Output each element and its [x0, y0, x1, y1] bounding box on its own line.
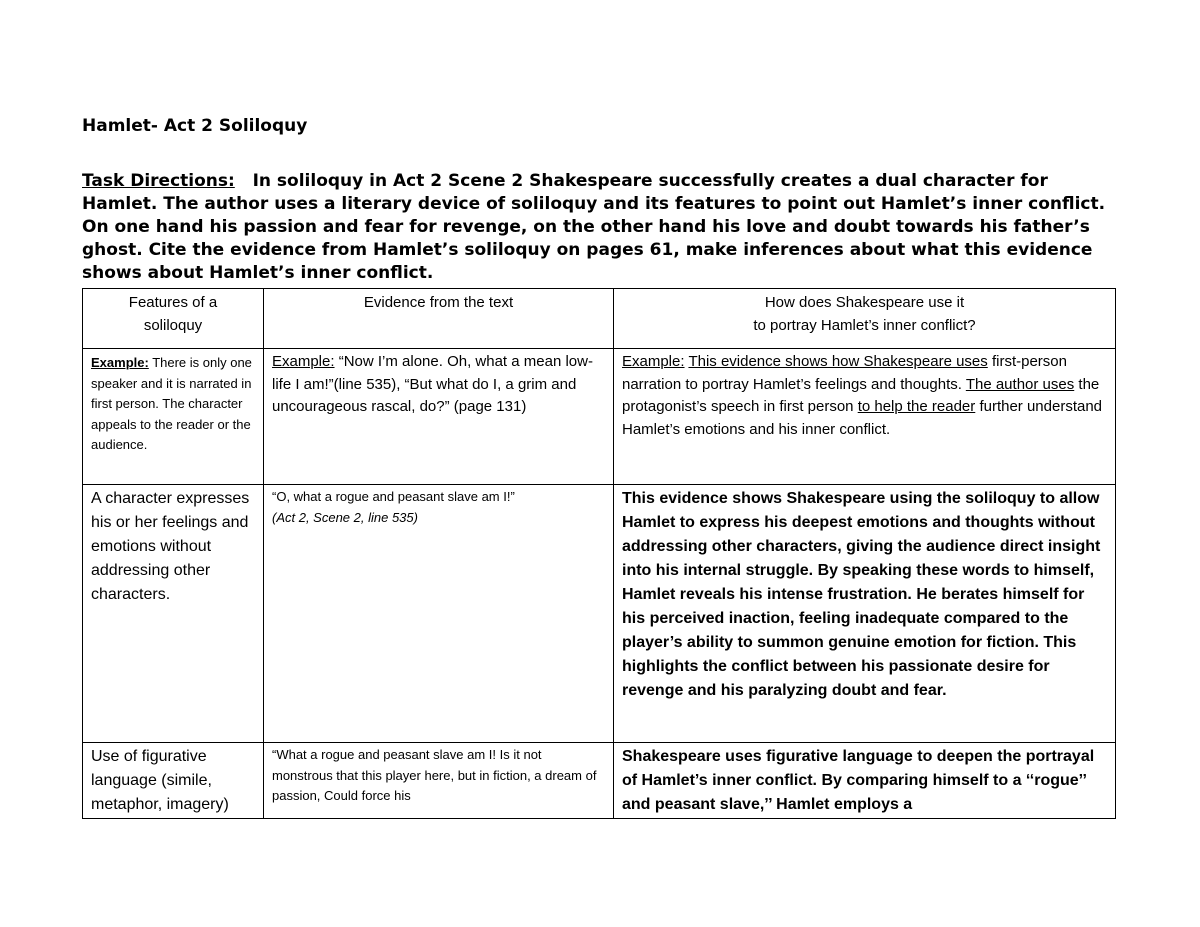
table-row-example [83, 349, 1116, 485]
evidence-cell [264, 485, 614, 743]
example-feature-label: Example: [91, 355, 149, 370]
analysis-cell [614, 485, 1116, 743]
example-analysis-underline-1: This evidence shows how Shakespeare uses [688, 353, 988, 370]
evidence-cell [264, 743, 614, 819]
evidence-quote: “What a rogue and peasant slave am I! Is it not monstrous that this player here, but in fiction, a dream of passion, Could force his [272, 747, 597, 803]
example-feature-text: There is only one speaker and it is narrated in first person. The character appeals to the reader or the audience. [91, 355, 252, 452]
example-evidence-text: “Now I’m alone. Oh, what a mean low-life I am!”(line 535), “But what do I, a grim and uncourageous rascal, do?” (page 131) [272, 353, 593, 415]
table-row [83, 743, 1116, 819]
example-analysis-underline-2: The author uses [965, 375, 1075, 393]
example-analysis-label: Example: [622, 353, 685, 370]
evidence-quote: “O, what a rogue and peasant slave am I!” [272, 489, 515, 504]
example-analysis-underline-3: to help the reader [857, 398, 976, 415]
header-evidence: Evidence from the text [264, 289, 614, 349]
task-directions-text: In soliloquy in Act 2 Scene 2 Shakespeare successfully creates a dual character for Hamlet. The author uses a literary device of soliloquy and its features to point out Hamlet’s inner conflict. On one hand his passion and fear for revenge, on the other hand his love and doubt towards his father’s ghost. Cite the evidence from Hamlet’s soliloquy on pages 61, make inferences about what this evidence shows about Hamlet’s inner conflict. [82, 171, 1106, 283]
header-features: Features of a soliloquy [83, 289, 264, 349]
task-directions [82, 170, 1122, 285]
example-evidence-label: Example: [272, 353, 335, 370]
feature-cell [83, 485, 264, 743]
header-analysis-line1: How does Shakespeare use it [764, 294, 965, 311]
analysis-cell [614, 743, 1116, 819]
analysis-text: Shakespeare uses figurative language to deepen the portrayal of Hamlet’s inner conflict. By comparing himself to a ‘‘rogue’’ and peasant slave,’’ Hamlet employs a [622, 748, 1095, 813]
header-analysis-line2: to portray Hamlet’s inner conflict? [753, 317, 976, 334]
example-analysis-cell: Example: This evidence shows how Shakespeare uses first-person narration to portray Hamlet’s feelings and thoughts. The author uses the protagonist’s speech in first person to help the reader further understand Hamlet’s emotions and his inner conflict. [614, 349, 1116, 485]
header-analysis [614, 289, 1116, 349]
document-title: Hamlet- Act 2 Soliloquy [82, 116, 308, 136]
example-feature-cell [83, 349, 264, 485]
example-evidence-cell [264, 349, 614, 485]
feature-cell [83, 743, 264, 819]
feature-text: A character expresses his or her feelings and emotions without addressing other characters. [91, 490, 250, 603]
analysis-text: This evidence shows Shakespeare using the soliloquy to allow Hamlet to express his deepest emotions and thoughts without addressing other characters, giving the audience direct insight into his internal struggle. By speaking these words to himself, Hamlet reveals his intense frustration. He berates himself for his perceived inaction, feeling inadequate compared to the player’s ability to summon genuine emotion for fiction. This highlights the conflict between his passionate desire for revenge and his paralyzing doubt and fear. [622, 490, 1101, 699]
table-header-row [83, 289, 1116, 349]
soliloquy-table [82, 288, 1116, 819]
feature-text: Use of figurative language (simile, metaphor, imagery) [91, 748, 229, 813]
evidence-citation: (Act 2, Scene 2, line 535) [272, 509, 418, 525]
table-row [83, 485, 1116, 743]
task-directions-label: Task Directions: [82, 171, 235, 191]
